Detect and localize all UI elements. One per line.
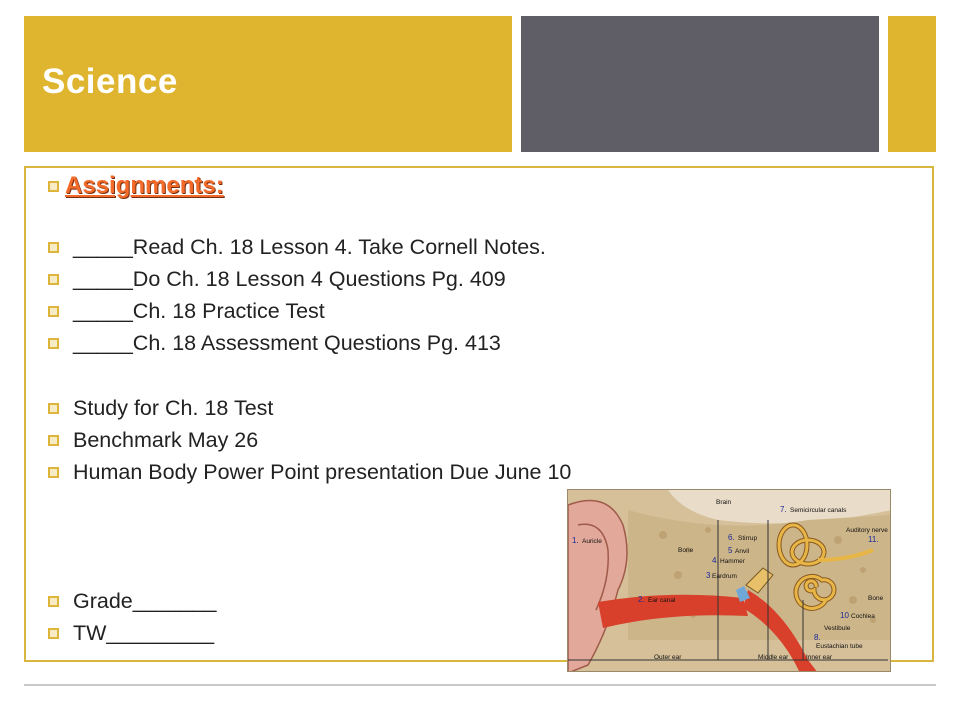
square-bullet-icon <box>48 242 59 253</box>
label-auditory-nerve: Auditory nerve <box>846 527 888 534</box>
label-hammer: Hammer <box>720 558 745 565</box>
label-auricle: Auricle <box>582 538 602 545</box>
footer-divider <box>24 684 936 686</box>
number-1: 1. <box>572 536 579 545</box>
square-bullet-icon <box>48 467 59 478</box>
grade-item <box>48 589 216 614</box>
label-middle-ear: Middle ear <box>758 654 789 661</box>
study-item <box>48 460 571 485</box>
label-bone-right: Bone <box>868 595 884 602</box>
number-6: 6. <box>728 533 735 542</box>
slide-title: Science <box>42 62 178 101</box>
grade-item-text: TW_________ <box>73 621 215 645</box>
assignments-heading <box>48 172 224 200</box>
square-bullet-icon <box>48 435 59 446</box>
task-item <box>48 299 325 324</box>
square-bullet-icon <box>48 181 59 192</box>
label-bone-left: Bone <box>678 547 694 554</box>
study-item-text: Human Body Power Point presentation Due June 10 <box>73 460 572 484</box>
label-ear-canal: Ear canal <box>648 597 676 604</box>
task-item <box>48 235 546 260</box>
task-item-text: _____Do Ch. 18 Lesson 4 Questions Pg. 409 <box>73 267 506 291</box>
number-2: 2. <box>638 595 645 604</box>
number-11: 11. <box>868 535 879 544</box>
label-cochlea: Cochlea <box>851 613 875 620</box>
task-item-text: _____Ch. 18 Practice Test <box>73 299 325 323</box>
label-eardrum: Eardrum <box>712 573 737 580</box>
task-item <box>48 331 501 356</box>
assignments-heading-text: Assignments: <box>65 172 224 199</box>
square-bullet-icon <box>48 274 59 285</box>
task-item <box>48 267 506 292</box>
label-inner-ear: Inner ear <box>806 654 833 661</box>
label-eustachian: Eustachian tube <box>816 643 863 650</box>
number-8: 8. <box>814 633 821 642</box>
label-semicircular: Semicircular canals <box>790 507 847 514</box>
number-10: 10 <box>840 611 849 620</box>
number-5: 5 <box>728 546 733 555</box>
label-outer-ear: Outer ear <box>654 654 682 661</box>
study-item <box>48 396 273 421</box>
study-item-text: Study for Ch. 18 Test <box>73 396 274 420</box>
label-anvil: Anvil <box>735 548 750 555</box>
number-7: 7. <box>780 505 787 514</box>
number-3: 3 <box>706 571 711 580</box>
square-bullet-icon <box>48 338 59 349</box>
label-brain: Brain <box>716 499 732 506</box>
grade-item-text: Grade_______ <box>73 589 217 613</box>
ear-anatomy-image <box>567 489 891 672</box>
grade-item <box>48 621 214 646</box>
square-bullet-icon <box>48 628 59 639</box>
square-bullet-icon <box>48 403 59 414</box>
header-accent-strip <box>888 16 936 152</box>
task-item-text: _____Read Ch. 18 Lesson 4. Take Cornell Notes. <box>73 235 546 259</box>
study-item-text: Benchmark May 26 <box>73 428 259 452</box>
label-stirrup: Stirrup <box>738 535 758 542</box>
square-bullet-icon <box>48 596 59 607</box>
header-dark-band <box>521 16 879 152</box>
study-item <box>48 428 258 453</box>
task-item-text: _____Ch. 18 Assessment Questions Pg. 413 <box>73 331 501 355</box>
number-4: 4. <box>712 556 719 565</box>
square-bullet-icon <box>48 306 59 317</box>
label-vestibule: Vestibule <box>824 625 851 632</box>
